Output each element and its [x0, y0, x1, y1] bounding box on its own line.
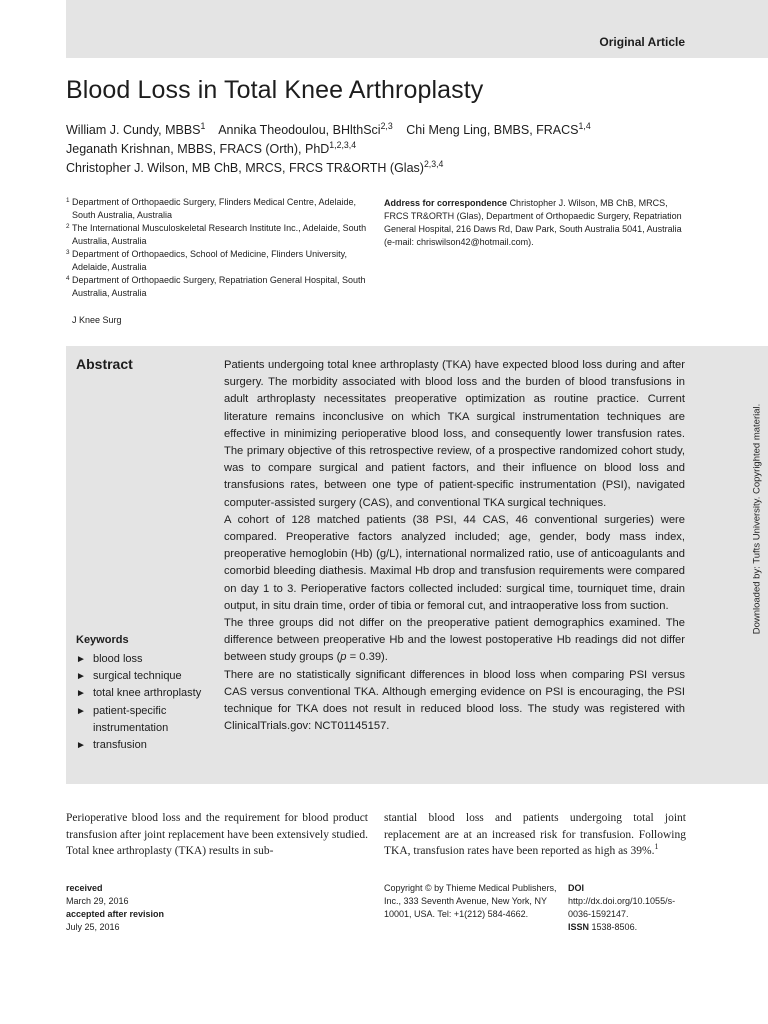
download-watermark: Downloaded by: Tufts University. Copyrighted material. [751, 403, 763, 635]
keyword-item: ► surgical technique [76, 668, 216, 685]
issn: ISSN 1538-8506. [568, 922, 638, 932]
abstract-heading: Abstract [76, 356, 133, 372]
article-history: received March 29, 2016 accepted after revision July 25, 2016 [66, 883, 165, 932]
arrow-icon: ► [76, 740, 86, 752]
affiliation: 3 Department of Orthopaedics, School of Medicine, Flinders University, Adelaide, Australia [66, 249, 347, 272]
citation-ref[interactable]: 1 [654, 842, 659, 852]
journal-name: J Knee Surg [72, 315, 122, 325]
doi-link[interactable]: http://dx.doi.org/10.1055/s-0036-1592147. [568, 896, 676, 919]
abstract-paragraph: A cohort of 128 matched patients (38 PSI, 44 CAS, 46 conventional surgeries) were compared. Preoperative factors analyzed included; age, gender, body mass index, preoperative hemoglobin (Hb) (g/L), international normalized ratio, use of anticoagulants and comorbid bleeding diathesis. Maximal Hb drop and transfusion requirements were compared on day 1 to 3. Perioperative factors collected included: surgical time, tourniquet time, drain output, in situ drain time, order of tibia or femoral cut, and intraoperative loss from suction. [224, 513, 685, 612]
body-text-left: Perioperative blood loss and the requirement for blood product transfusion after joint replacement have been extensively studied. Total knee arthroplasty (TKA) results in sub- [66, 812, 368, 857]
author-line-2 [66, 140, 601, 159]
doi: DOI http://dx.doi.org/10.1055/s-0036-1592147. [568, 883, 676, 919]
keyword-item: ► total knee arthroplasty [76, 685, 216, 702]
affiliation: 4 Department of Orthopaedic Surgery, Repatriation General Hospital, South Australia, Australia [66, 275, 366, 298]
arrow-icon: ► [76, 688, 86, 700]
arrow-icon: ► [76, 654, 86, 665]
keyword-list [76, 651, 216, 754]
author-line-1 [66, 121, 601, 140]
abstract-text [224, 357, 685, 735]
article-type-label: Original Article [599, 35, 685, 49]
affiliations [66, 196, 371, 300]
author-line-3 [66, 159, 601, 178]
affiliation: 1 Department of Orthopaedic Surgery, Flinders Medical Centre, Adelaide, South Australia, Australia [66, 197, 356, 220]
author-list [66, 121, 601, 178]
author: William J. Cundy, MBBS$^1$ [66, 120, 206, 137]
author: Chi Meng Ling, BMBS, FRACS$^{1,4}$ [406, 120, 591, 137]
author: Christopher J. Wilson, MB ChB, MRCS, FRCS TR&ORTH (Glas)$^{2,3,4}$ [66, 158, 444, 175]
correspondence-address [384, 197, 689, 249]
arrow-icon: ► [76, 705, 86, 717]
keyword-item: ► blood loss [76, 651, 216, 668]
correspondence-text: Christopher J. Wilson, MB ChB, MRCS, FRCS TR&ORTH (Glas), Department of Orthopaedic Surgery, Repatriation General Hospital, 216 Daws Rd, Daw Park, South Australia 5041, Australia (e-mail: chriswilson42@hotmail.com). [384, 198, 682, 247]
keyword-item: ► patient-specific instrumentation [76, 704, 169, 734]
keywords-heading: Keywords [76, 634, 129, 646]
author: Jeganath Krishnan, MBBS, FRACS (Orth), PhD$^{1,2,3,4}$ [66, 139, 357, 156]
keyword-item: ► transfusion [76, 737, 216, 754]
abstract-paragraph: Patients undergoing total knee arthroplasty (TKA) have expected blood loss during and after surgery. The morbidity associated with blood loss and the burden of blood transfusions in adult arthroplasty necessitates preoperative optimization as routine practice. Current literature remains inconclusive on which TKA surgical instrumentation techniques are effective in minimizing perioperative blood loss, and consequently lower transfusion rates. The primary objective of this retrospective review, of a prospective randomized cohort study, was to compare surgical and patient factors, and their influence on blood loss and transfusions rates, between one type of patient-specific instrumentation (PSI), navigated computer-assisted surgery (CAS), and conventional TKA surgical techniques. [224, 359, 685, 509]
abstract-paragraph: There are no statistically significant differences in blood loss when comparing PSI versus CAS versus conventional TKA. Although emerging evidence on PSI is encouraging, the PSI technique for TKA does not result in reduced blood loss. The study was registered with ClinicalTrials.gov: NCT01145157. [224, 668, 685, 733]
copyright-notice: Copyright © by Thieme Medical Publishers, Inc., 333 Seventh Avenue, New York, NY 10001, USA. Tel: +1(212) 584-4662. [384, 883, 557, 919]
abstract-paragraph: The three groups did not differ on the preoperative patient demographics examined. The difference between preoperative Hb and the lowest postoperative Hb readings did not differ between study groups (p = 0.39). [224, 617, 685, 664]
affiliation: 2 The International Musculoskeletal Research Institute Inc., Adelaide, South Australia, Australia [66, 223, 367, 246]
header-band [66, 0, 768, 58]
arrow-icon: ► [76, 671, 86, 683]
body-text-right: stantial blood loss and patients undergoing total joint replacement are at an increased risk for transfusion. Following TKA, transfusion rates have been reported as high as 39%.$^1$ [384, 812, 686, 857]
correspondence-label: Address for correspondence [384, 198, 508, 208]
author: Annika Theodoulou, BHlthSci$^{2,3}$ [218, 120, 393, 137]
article-identifiers [568, 882, 693, 934]
article-title: Blood Loss in Total Knee Arthroplasty [66, 76, 484, 104]
